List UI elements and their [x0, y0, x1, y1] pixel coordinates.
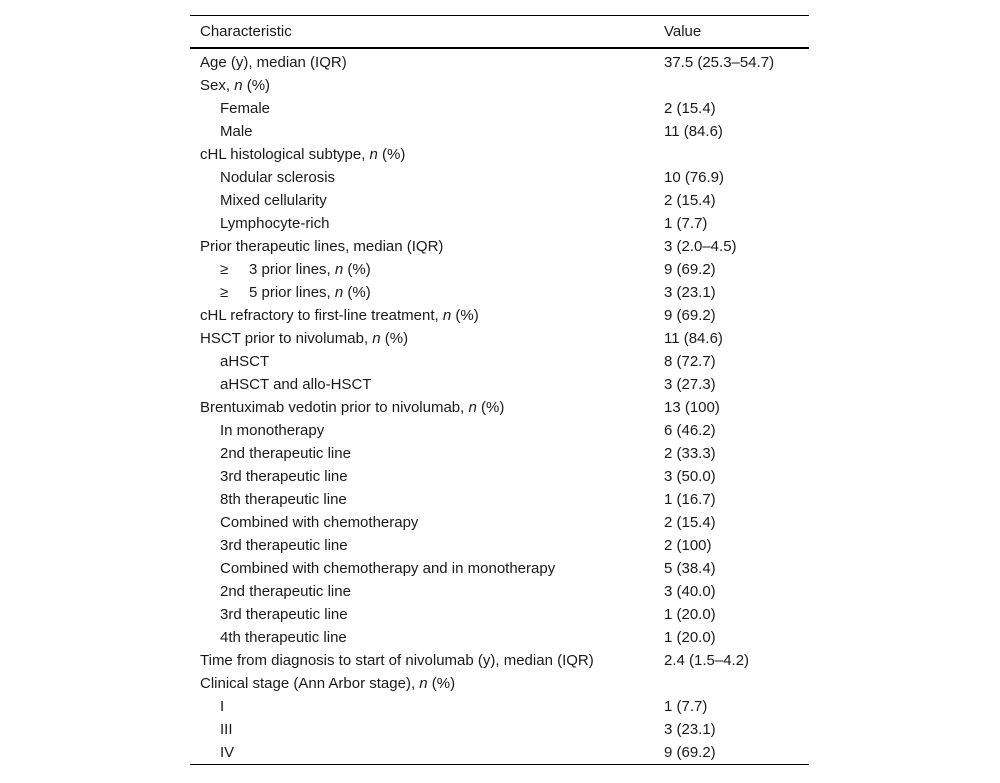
row-value: 11 (84.6) — [663, 330, 723, 347]
row-label: Mixed cellularity — [220, 192, 327, 209]
row-value: 1 (20.0) — [663, 606, 716, 623]
row-label: 8th therapeutic line — [220, 491, 347, 508]
greater-equal-symbol: ≥ — [220, 284, 229, 301]
row-value: 3 (27.3) — [663, 376, 716, 393]
table-row — [190, 281, 809, 304]
row-value: 8 (72.7) — [663, 353, 716, 370]
row-label: 3rd therapeutic line — [220, 537, 348, 554]
table-row — [190, 396, 809, 419]
row-label: 4th therapeutic line — [220, 629, 347, 646]
row-label: Time from diagnosis to start of nivolumab (y), median (IQR) — [200, 652, 594, 669]
row-value — [654, 672, 809, 695]
row-label: cHL histological subtype, n (%) — [200, 146, 406, 163]
table-row — [190, 327, 809, 350]
table-row — [190, 626, 809, 649]
row-value: 2 (15.4) — [663, 192, 716, 209]
row-value: 10 (76.9) — [663, 169, 725, 186]
table-row — [190, 166, 809, 189]
table-row — [190, 741, 809, 765]
row-value: 2 (15.4) — [663, 100, 716, 117]
row-label: In monotherapy — [220, 422, 325, 439]
row-label: Combined with chemotherapy and in monotherapy — [220, 560, 556, 577]
row-label: HSCT prior to nivolumab, n (%) — [200, 330, 409, 347]
row-value: 3 (23.1) — [663, 721, 716, 738]
row-value: 3 (2.0–4.5) — [663, 238, 737, 255]
row-value: 1 (20.0) — [663, 629, 716, 646]
row-label: IV — [220, 744, 235, 761]
table-row — [190, 74, 809, 97]
characteristics-table — [190, 15, 809, 765]
row-value: 5 (38.4) — [663, 560, 716, 577]
table-row — [190, 419, 809, 442]
row-label: I — [220, 698, 225, 715]
row-label: 3rd therapeutic line — [220, 468, 348, 485]
row-label: Female — [220, 100, 271, 117]
row-label: Nodular sclerosis — [220, 169, 336, 186]
row-label: 3rd therapeutic line — [220, 606, 348, 623]
table-row — [190, 189, 809, 212]
row-value: 3 (50.0) — [663, 468, 716, 485]
row-label: Combined with chemotherapy — [220, 514, 419, 531]
row-label: Age (y), median (IQR) — [200, 54, 347, 71]
table-row — [190, 557, 809, 580]
row-value: 1 (16.7) — [663, 491, 716, 508]
table-row — [190, 603, 809, 626]
row-value — [654, 74, 809, 97]
row-value: 3 (40.0) — [663, 583, 716, 600]
header-value: Value — [654, 16, 809, 49]
row-label: Lymphocyte-rich — [220, 215, 330, 232]
table-row — [190, 718, 809, 741]
row-value: 2.4 (1.5–4.2) — [663, 652, 750, 669]
row-label: aHSCT and allo-HSCT — [220, 376, 372, 393]
table-row — [190, 649, 809, 672]
row-value: 9 (69.2) — [663, 307, 716, 324]
table-row — [190, 304, 809, 327]
row-label: Clinical stage (Ann Arbor stage), n (%) — [200, 675, 456, 692]
row-label: III — [220, 721, 233, 738]
row-label: Prior therapeutic lines, median (IQR) — [200, 238, 444, 255]
row-value: 1 (7.7) — [663, 698, 708, 715]
table-row — [190, 212, 809, 235]
table-row — [190, 488, 809, 511]
table-row — [190, 442, 809, 465]
row-value: 13 (100) — [663, 399, 720, 416]
row-value: 37.5 (25.3–54.7) — [663, 54, 775, 71]
header-characteristic: Characteristic — [190, 16, 654, 49]
table-row — [190, 143, 809, 166]
row-value: 2 (15.4) — [663, 514, 716, 531]
row-label: 2nd therapeutic line — [220, 583, 351, 600]
greater-equal-symbol: ≥ — [220, 261, 229, 278]
table-row — [190, 373, 809, 396]
row-value: 1 (7.7) — [663, 215, 708, 232]
table-row — [190, 580, 809, 603]
row-value: 2 (33.3) — [663, 445, 716, 462]
table-row — [190, 695, 809, 718]
row-value: 9 (69.2) — [663, 261, 716, 278]
table-row — [190, 97, 809, 120]
row-label: ≥ 3 prior lines, n (%) — [220, 261, 371, 278]
table-row — [190, 534, 809, 557]
table-row — [190, 672, 809, 695]
table-row — [190, 120, 809, 143]
row-value: 2 (100) — [663, 537, 712, 554]
table-row — [190, 235, 809, 258]
table-row — [190, 511, 809, 534]
row-label: ≥ 5 prior lines, n (%) — [220, 284, 371, 301]
row-label: Sex, n (%) — [200, 77, 271, 94]
row-label: aHSCT — [220, 353, 270, 370]
row-label: 2nd therapeutic line — [220, 445, 351, 462]
row-value — [654, 143, 809, 166]
row-label: Brentuximab vedotin prior to nivolumab, n (%) — [200, 399, 505, 416]
table-row — [190, 465, 809, 488]
row-label: Male — [220, 123, 253, 140]
table-row — [190, 48, 809, 74]
table-row — [190, 350, 809, 373]
row-value: 9 (69.2) — [663, 744, 716, 761]
table-header-row — [190, 16, 809, 49]
row-value: 6 (46.2) — [663, 422, 716, 439]
table-row — [190, 258, 809, 281]
row-value: 11 (84.6) — [663, 123, 723, 140]
row-value: 3 (23.1) — [663, 284, 716, 301]
row-label: cHL refractory to first-line treatment, n (%) — [200, 307, 479, 324]
